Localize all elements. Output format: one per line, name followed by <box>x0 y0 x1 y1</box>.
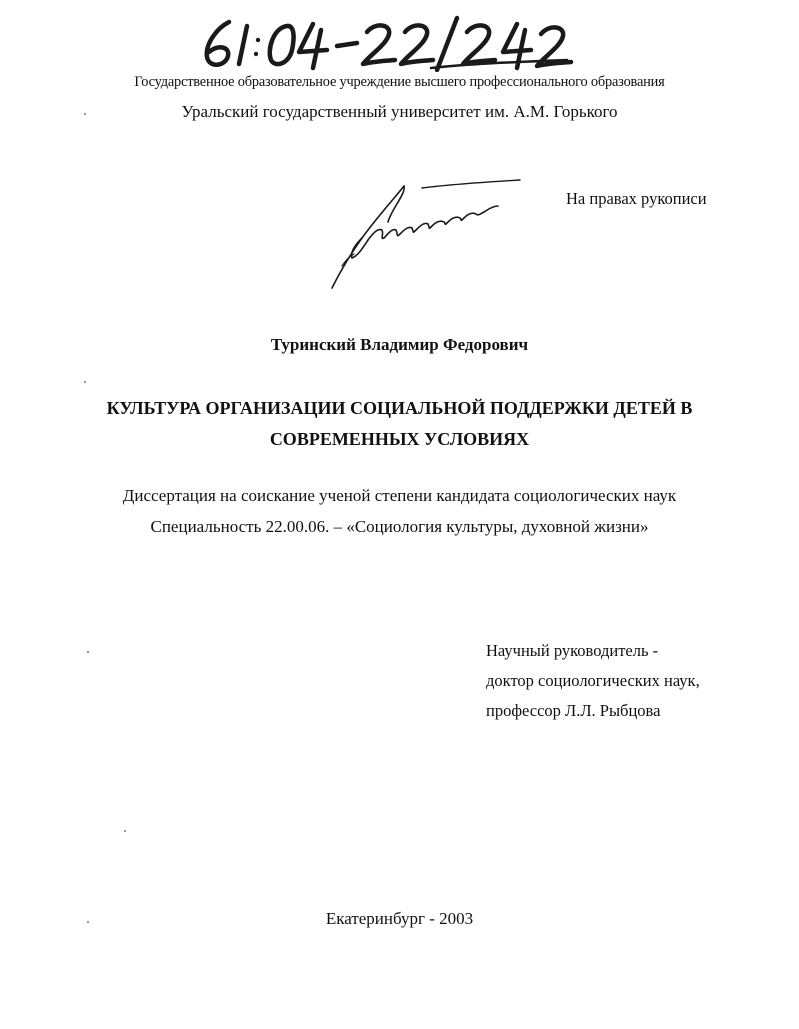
supervisor-degree: доктор социологических наук, <box>486 671 700 690</box>
manuscript-note: На правах рукописи <box>566 189 707 208</box>
title-line-1: КУЛЬТУРА ОРГАНИЗАЦИИ СОЦИАЛЬНОЙ ПОДДЕРЖКИ ДЕТЕЙ В <box>106 398 693 418</box>
handwritten-archive-number <box>195 10 575 72</box>
supervisor-role: Научный руководитель - <box>486 641 659 660</box>
supervisor-block <box>486 636 700 726</box>
author-signature <box>322 172 527 292</box>
university-name: Уральский государственный университет им. А.М. Горького <box>181 102 618 121</box>
scan-speck <box>124 830 126 832</box>
scan-speck <box>87 921 89 923</box>
specialty: Специальность 22.00.06. – «Социология культуры, духовной жизни» <box>150 517 649 536</box>
scan-speck <box>84 381 86 383</box>
city-year: Екатеринбург - 2003 <box>325 909 474 928</box>
supervisor-name: профессор Л.Л. Рыбцова <box>486 701 661 720</box>
title-line-2: СОВРЕМЕННЫХ УСЛОВИЯХ <box>269 429 530 449</box>
scan-speck <box>87 651 89 653</box>
dissertation-title <box>0 393 799 455</box>
institution-type: Государственное образовательное учреждение высшего профессионального образования <box>134 74 665 90</box>
dissertation-type: Диссертация на соискание ученой степени кандидата социологических наук <box>122 486 677 505</box>
scan-speck <box>84 113 86 115</box>
author-name: Туринский Владимир Федорович <box>270 335 529 354</box>
